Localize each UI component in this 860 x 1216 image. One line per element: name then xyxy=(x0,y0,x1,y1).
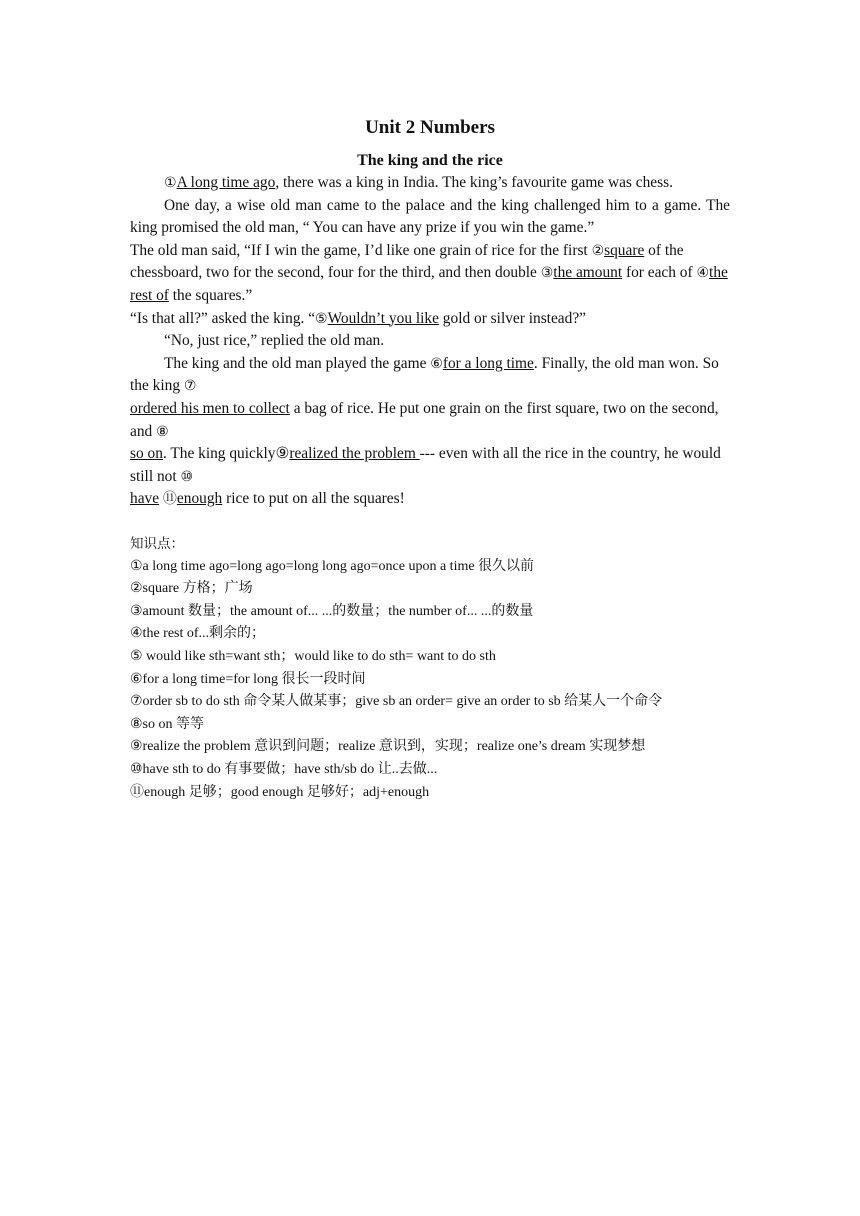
marker-11: ⑪ xyxy=(162,491,177,508)
knowledge-points xyxy=(130,533,730,804)
note-item: ⑩have sth to do 有事要做；have sth/sb do 让..去做... xyxy=(130,761,438,777)
story-text-run: --- even with all the rice in the country, he would still not xyxy=(130,445,721,485)
story-paragraph-9 xyxy=(130,488,730,511)
story-text-run: , there was a king in India. The king’s favourite game was chess. xyxy=(275,174,673,191)
notes-heading: 知识点： xyxy=(130,536,184,552)
marker-9: ⑨ xyxy=(275,445,290,463)
story-text-run: . The king quickly xyxy=(162,445,276,463)
story-text-run: . Finally, the old man won. So the king xyxy=(130,354,719,395)
phrase-3: the amount xyxy=(553,264,623,282)
story-text-run: a bag of rice. He put one grain on the first square, two on the second, and xyxy=(130,399,719,440)
note-item: ⑨realize the problem 意识到问题；realize 意识到，实现；realize one’s dream 实现梦想 xyxy=(130,739,646,755)
story-title: The king and the rice xyxy=(357,152,503,169)
note-item: ⑤ would like sth=want sth；would like to do sth= want to do sth xyxy=(130,648,496,664)
note-item: ③amount 数量；the amount of... ...的数量；the number of... ...的数量 xyxy=(130,603,534,619)
marker-4: ④ xyxy=(696,265,710,282)
story-text-run: the squares.” xyxy=(168,286,253,304)
phrase-7: ordered his men to collect xyxy=(130,399,290,417)
phrase-11: enough xyxy=(176,490,223,508)
marker-7: ⑦ xyxy=(183,378,197,395)
story-text-run: “No, just rice,” replied the old man. xyxy=(164,332,385,350)
phrase-8: so on xyxy=(130,445,163,463)
phrase-4: the rest of xyxy=(130,264,728,304)
phrase-6: for a long time xyxy=(442,354,534,372)
note-item: ①a long time ago=long ago=long long ago=once upon a time 很久以前 xyxy=(130,558,535,574)
marker-3: ③ xyxy=(540,265,554,282)
phrase-9: realized the problem xyxy=(289,445,420,463)
story-paragraph-2 xyxy=(130,195,730,240)
note-item: ⑥for a long time=for long 很长一段时间 xyxy=(130,671,366,687)
page-title: Unit 2 Numbers xyxy=(365,117,495,138)
story-paragraph-1 xyxy=(130,172,730,195)
story-text-run: The king and the old man played the game xyxy=(164,354,431,372)
marker-5: ⑤ xyxy=(315,310,328,327)
note-item: ②square 方格；广场 xyxy=(130,581,253,597)
story-paragraph-3 xyxy=(130,240,730,308)
note-item: ④the rest of...剩余的； xyxy=(130,626,266,642)
phrase-5: Wouldn’t you like xyxy=(327,309,439,327)
story-paragraph-8 xyxy=(130,443,730,488)
story-text-run: rice to put on all the squares! xyxy=(222,490,405,508)
note-item: ⑪enough 足够；good enough 足够好；adj+enough xyxy=(130,784,430,800)
story-paragraph-4 xyxy=(130,308,730,331)
marker-10: ⑩ xyxy=(180,468,194,485)
marker-6: ⑥ xyxy=(430,355,443,372)
story-text-run: for each of xyxy=(622,264,697,282)
marker-8: ⑧ xyxy=(156,423,169,440)
story-paragraph-5 xyxy=(130,330,730,353)
story-text-run: The old man said, “If I win the game, I’d like one grain of rice for the first xyxy=(130,241,592,259)
marker-2: ② xyxy=(591,242,605,259)
story-text-run: One day, a wise old man came to the palace and the king challenged him to a game. The king promised the old man, “ You can have any prize if you win the game.” xyxy=(130,196,730,237)
story-paragraph-7 xyxy=(130,398,730,443)
story-text-run: gold or silver instead?” xyxy=(438,309,586,327)
note-item: ⑦order sb to do sth 命令某人做某事；give sb an order= give an order to sb 给某人一个命令 xyxy=(130,694,663,710)
phrase-10: have xyxy=(130,490,160,508)
marker-1: ① xyxy=(164,175,177,191)
note-item: ⑧so on 等等 xyxy=(130,716,204,732)
story-text-run: “Is that all?” asked the king. “ xyxy=(130,309,316,327)
phrase-1: A long time ago xyxy=(176,174,276,191)
phrase-2: square xyxy=(604,241,645,259)
story-text xyxy=(130,172,730,511)
story-paragraph-6 xyxy=(130,353,730,398)
story-text-run: of the chessboard, two for the second, four for the third, and then double xyxy=(130,241,684,282)
